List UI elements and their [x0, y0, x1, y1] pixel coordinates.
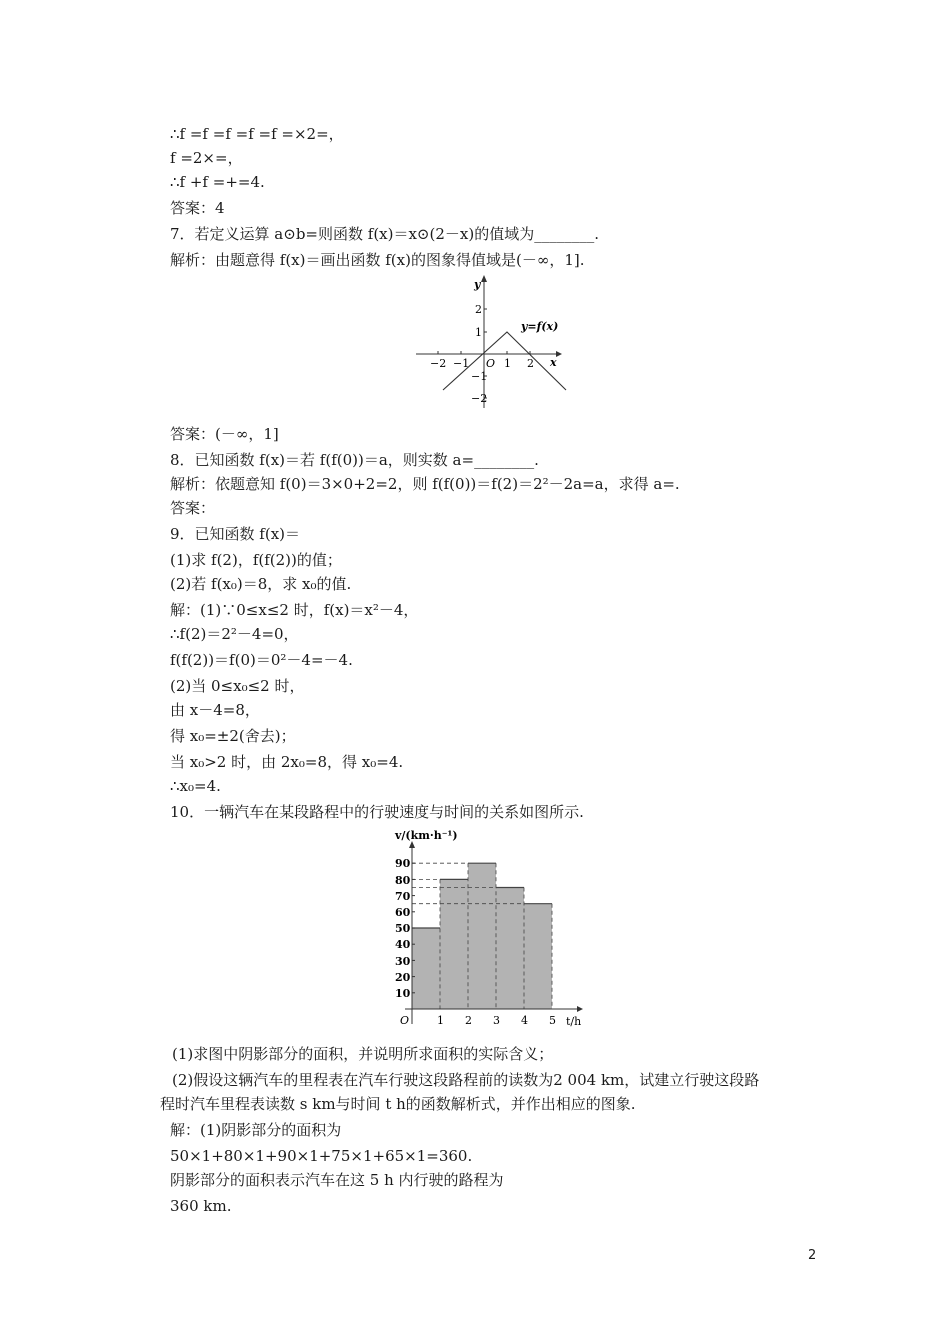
svg-text:40: 40 — [395, 938, 411, 951]
question-8: 8．已知函数 f(x)＝若 f(f(0))＝a，则实数 a=________. — [170, 451, 539, 469]
x-axis-label: t/h — [566, 1015, 582, 1028]
answer-line: 答案： — [170, 499, 216, 517]
svg-text:−1: −1 — [453, 357, 470, 370]
origin-label: O — [400, 1014, 410, 1027]
function-graph-figure — [410, 272, 580, 412]
svg-text:20: 20 — [395, 971, 411, 984]
question-7: 7．若定义运算 a⊙b=则函数 f(x)＝x⊙(2－x)的值域为________. — [170, 225, 599, 243]
question-9: 9．已知函数 f(x)＝ — [170, 525, 301, 543]
solution-line: 由 x－4=8， — [170, 701, 260, 719]
solution-line: 解：(1)阴影部分的面积为 — [170, 1121, 342, 1139]
solution-line: 阴影部分的面积表示汽车在这 5 h 内行驶的路程为 — [170, 1171, 504, 1189]
question-10: 10．一辆汽车在某段路程中的行驶速度与时间的关系如图所示. — [170, 803, 584, 821]
analysis-7: 解析：由题意得 f(x)＝画出函数 f(x)的图象得值域是(－∞，1]. — [170, 251, 585, 269]
svg-text:60: 60 — [395, 906, 411, 919]
solution-line: f =2×=， — [170, 149, 243, 167]
speed-time-chart — [385, 824, 595, 1034]
svg-text:5: 5 — [549, 1014, 556, 1027]
question-10-part-1: (1)求图中阴影部分的面积，并说明所求面积的实际含义； — [172, 1045, 554, 1063]
question-9-part-1: (1)求 f(2)，f(f(2))的值； — [170, 551, 342, 569]
solution-line: ∴f +f =+=4. — [170, 173, 265, 191]
solution-line: ∴x₀=4. — [170, 777, 221, 795]
curve-label: y=f(x) — [521, 320, 559, 333]
svg-text:2: 2 — [527, 357, 534, 370]
svg-text:2: 2 — [475, 303, 482, 316]
y-axis-label: v/(km·h⁻¹) — [395, 829, 458, 842]
solution-line: 360 km. — [170, 1197, 232, 1215]
y-axis-label: y — [474, 278, 481, 291]
question-10-part-2-cont: 程时汽车里程表读数 s km与时间 t h的函数解析式，并作出相应的图象. — [160, 1095, 636, 1113]
svg-text:1: 1 — [437, 1014, 444, 1027]
analysis-8: 解析：依题意知 f(0)＝3×0+2=2，则 f(f(0))＝f(2)＝2²－2a=a，求得 a=. — [170, 475, 680, 493]
solution-line: 当 x₀>2 时，由 2x₀=8，得 x₀=4. — [170, 753, 404, 771]
svg-text:−2: −2 — [430, 357, 447, 370]
solution-line: (2)当 0≤x₀≤2 时， — [170, 677, 305, 695]
svg-text:3: 3 — [493, 1014, 500, 1027]
svg-text:1: 1 — [504, 357, 511, 370]
page-number: 2 — [808, 1248, 817, 1263]
svg-text:30: 30 — [395, 955, 411, 968]
svg-text:2: 2 — [465, 1014, 472, 1027]
answer-line: 答案：4 — [170, 199, 225, 217]
question-10-part-2: (2)假设这辆汽车的里程表在汽车行驶这段路程前的读数为2 004 km，试建立行驶这段路 — [172, 1071, 760, 1089]
solution-line: ∴f(2)＝2²－4=0， — [170, 625, 299, 643]
svg-text:−2: −2 — [471, 392, 488, 405]
svg-text:80: 80 — [395, 874, 411, 887]
solution-line: ∴f =f =f =f =f =×2=， — [170, 125, 344, 143]
x-axis-label: x — [550, 356, 557, 369]
origin-label: O — [486, 357, 496, 370]
solution-line: 得 x₀=±2(舍去)； — [170, 727, 296, 745]
solution-line: 解：(1)∵0≤x≤2 时，f(x)＝x²－4， — [170, 601, 419, 619]
svg-text:1: 1 — [475, 326, 482, 339]
svg-text:10: 10 — [395, 987, 411, 1000]
svg-text:50: 50 — [395, 922, 411, 935]
svg-text:70: 70 — [395, 890, 411, 903]
svg-text:−1: −1 — [471, 370, 488, 383]
question-9-part-2: (2)若 f(x₀)＝8，求 x₀的值. — [170, 575, 352, 593]
solution-line: f(f(2))＝f(0)＝0²－4=－4. — [170, 651, 353, 669]
svg-text:90: 90 — [395, 857, 411, 870]
svg-text:4: 4 — [521, 1014, 528, 1027]
answer-line: 答案：(－∞，1] — [170, 425, 279, 443]
solution-line: 50×1+80×1+90×1+75×1+65×1=360. — [170, 1147, 473, 1165]
